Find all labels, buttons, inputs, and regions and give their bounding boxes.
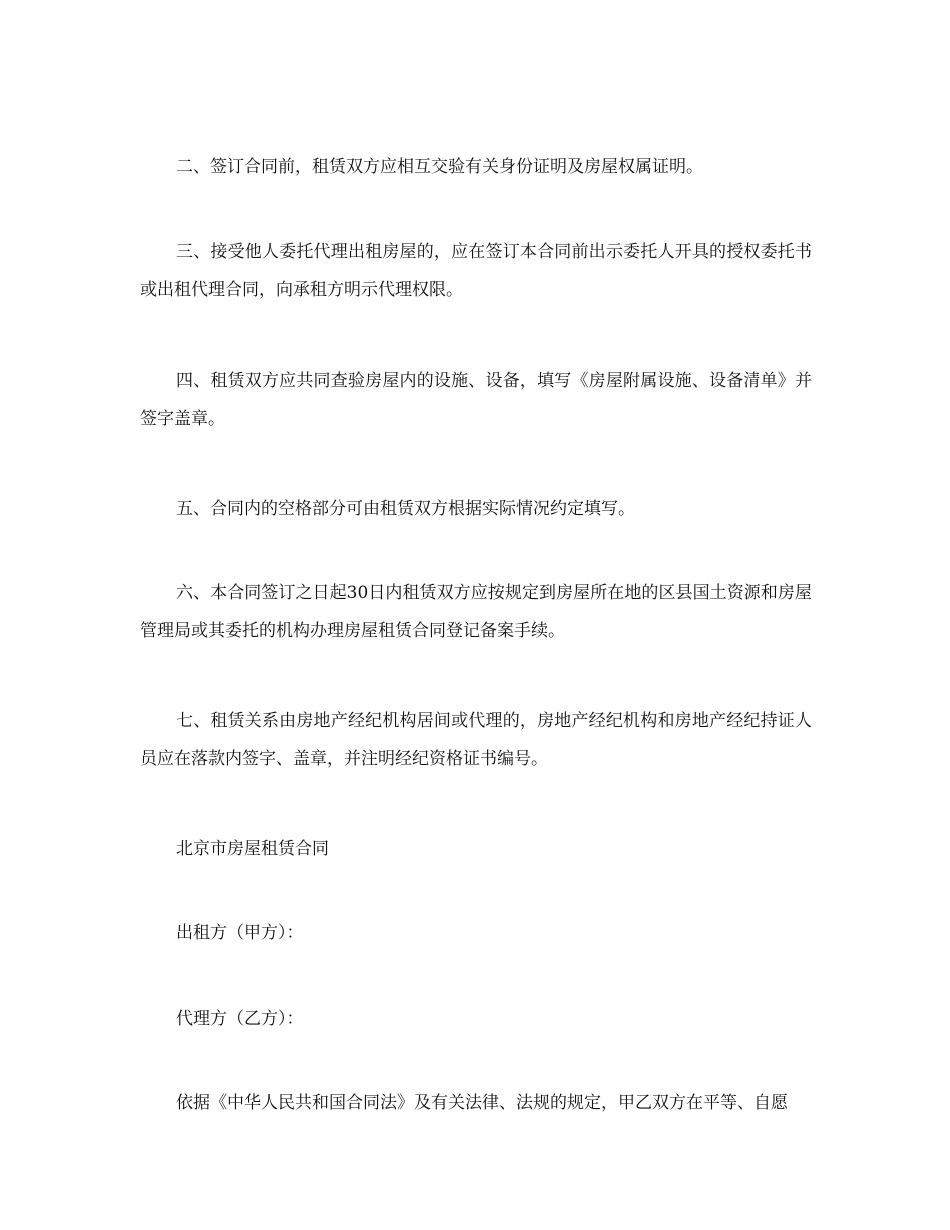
preamble-text: 依据《中华人民共和国合同法》及有关法律、法规的规定，甲乙双方在平等、自愿 bbox=[176, 1093, 788, 1113]
clause-7: 七、租赁关系由房地产经纪机构居间或代理的，房地产经纪机构和房地产经纪持证人员应在落款内签字、盖章，并注明经纪资格证书编号。 bbox=[140, 711, 812, 769]
clause-3: 三、接受他人委托代理出租房屋的，应在签订本合同前出示委托人开具的授权委托书或出租代理合同，向承租方明示代理权限。 bbox=[140, 242, 812, 300]
party-b-label: 代理方（乙方）： bbox=[176, 1009, 304, 1029]
clause-6: 六、本合同签订之日起30日内租赁双方应按规定到房屋所在地的区县国土资源和房屋管理局或其委托的机构办理房屋租赁合同登记备案手续。 bbox=[140, 583, 812, 641]
party-a-label: 出租方（甲方）： bbox=[176, 923, 304, 943]
contract-title: 北京市房屋租赁合同 bbox=[176, 839, 329, 859]
clause-5: 五、合同内的空格部分可由租赁双方根据实际情况约定填写。 bbox=[176, 499, 635, 519]
clause-2: 二、签订合同前，租赁双方应相互交验有关身份证明及房屋权属证明。 bbox=[176, 157, 703, 177]
clause-4: 四、租赁双方应共同查验房屋内的设施、设备，填写《房屋附属设施、设备清单》并签字盖章。 bbox=[140, 371, 812, 429]
